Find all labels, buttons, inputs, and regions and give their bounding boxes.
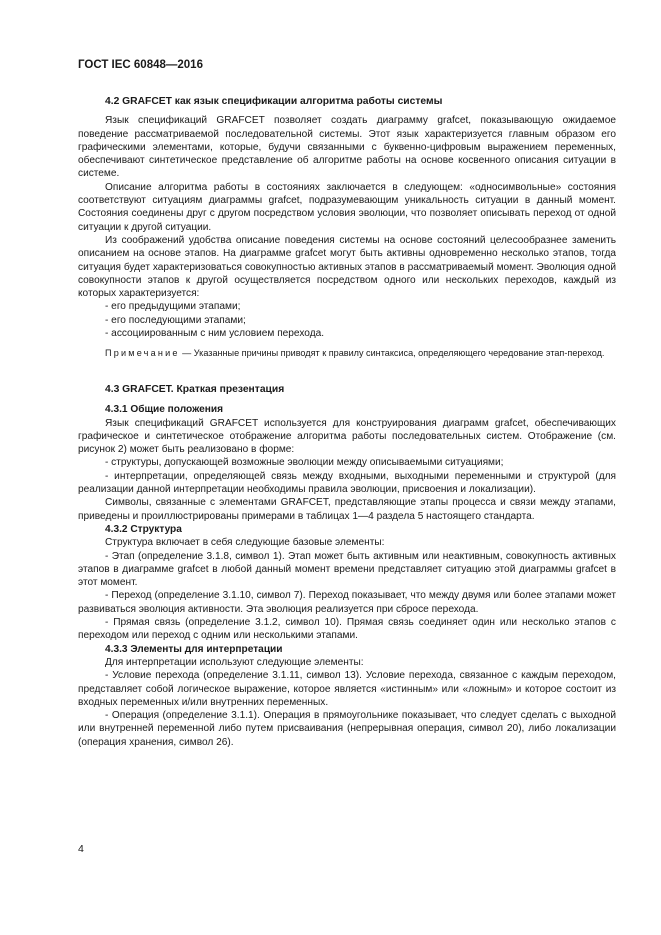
note-text: — Указанные причины приводят к правилу синтаксиса, определяющего чередование этап-переход. — [179, 348, 605, 359]
paragraph: - Прямая связь (определение 3.1.2, символ 10). Прямая связь соединяет один или несколько этапов с переходом или переход с одним или несколькими этапами. — [78, 617, 616, 642]
paragraph: Структура включает в себя следующие базовые элементы: — [105, 537, 385, 549]
list-item: - структуры, допускающей возможные эволюции между описываемыми ситуациями; — [105, 457, 504, 469]
list-item: - интерпретации, определяющей связь между входными, выходными переменными и структурой (для реализации данной интерпретации необходимы правила эволюции, присвоения и локализации). — [78, 470, 616, 496]
paragraph: Для интерпретации используют следующие элементы: — [105, 656, 364, 668]
paragraph: Язык спецификаций GRAFCET используется для конструирования диаграмм grafcet, обеспечивающих графическое и синтетическое отображение алгоритма работы последовательных систем. Отображение (см. рисунок 2) может быть реализовано в форме: — [78, 417, 616, 456]
subsection-heading: 4.3.2 Структура — [105, 523, 182, 535]
paragraph: - Переход (определение 3.1.10, символ 7). Переход показывает, что между двумя или более этапами может развиваться эволюция активности. Эта эволюция реализуется при сбросе перехода. — [78, 590, 616, 615]
paragraph: Символы, связанные с элементами GRAFCET, представляющие этапы процесса и связи между этапами, приведены и проиллюстрированы примерами в таблицах 1—4 раздела 5 настоящего стандарта. — [78, 497, 616, 522]
section-heading: 4.3 GRAFCET. Краткая презентация — [105, 384, 285, 395]
list-item: - его предыдущими этапами; — [105, 301, 241, 313]
paragraph: - Операция (определение 3.1.1). Операция в прямоугольнике показывает, что следует сделать с выходной или внутренней переменной либо путем присваивания (непрерывная операция, символ 20), либо локализации (операция хранения, символ 26). — [78, 710, 616, 748]
list-item: - ассоциированным с ним условием перехода. — [105, 328, 325, 340]
paragraph: Описание алгоритма работы в состояниях заключается в следующем: «односимвольные» состояния соответствуют ситуациям диаграммы grafcet, подразумевающим уникальность ситуации в данный момент. Состояния соединены друг с другом посредством условия эволюции, что позволяет описывать переход от одной ситуации к другой ситуации. — [78, 181, 616, 233]
section-4-2 — [78, 95, 616, 360]
list-item: - его последующими этапами; — [105, 314, 246, 326]
note-label: Примечание — [105, 348, 180, 359]
section-4-3 — [78, 383, 616, 749]
page-number: 4 — [78, 843, 84, 855]
paragraph: - Условие перехода (определение 3.1.11, символ 13). Условие перехода, связанное с каждым переходом, представляет собой логическое выражение, которое является «истинным» или «ложным» и которое состоит из входных переменных и/или внутренних переменных. — [78, 670, 616, 708]
subsection-heading: 4.3.1 Общие положения — [105, 404, 223, 416]
subsection-heading: 4.3.3 Элементы для интерпретации — [105, 643, 283, 655]
note — [78, 347, 616, 360]
document-header: ГОСТ IEC 60848—2016 — [78, 59, 203, 71]
paragraph: Язык спецификаций GRAFCET позволяет создать диаграмму grafcet, показывающую ожидаемое поведение рассматриваемой последовательной системы. Этот язык характеризуется главным образом его графическими элементами, которые, будучи связанными с буквенно-цифровым выражением переменных, обеспечивают синтетическое представление об алгоритме работы на основе косвенного описания ситуации в системе. — [78, 115, 616, 180]
section-heading: 4.2 GRAFCET как язык спецификации алгоритма работы системы — [105, 96, 443, 107]
paragraph: Из соображений удобства описание поведения системы на основе состояний целесообразнее заменить описанием на основе этапов. На диаграмме grafcet могут быть активны одновременно несколько этапов, тогда ситуация будет характеризоваться совокупностью активных этапов в рассматриваемый момент. Эволюция одной совокупности этапов к другой осуществляется посредством одного или нескольких переходов, каждый из которых характеризуется: — [78, 234, 616, 300]
paragraph: - Этап (определение 3.1.8, символ 1). Этап может быть активным или неактивным, совокупность активных этапов в диаграмме grafcet в любой данный момент времени представляет ситуацию этой диаграммы grafcet в этот момент. — [78, 550, 616, 589]
